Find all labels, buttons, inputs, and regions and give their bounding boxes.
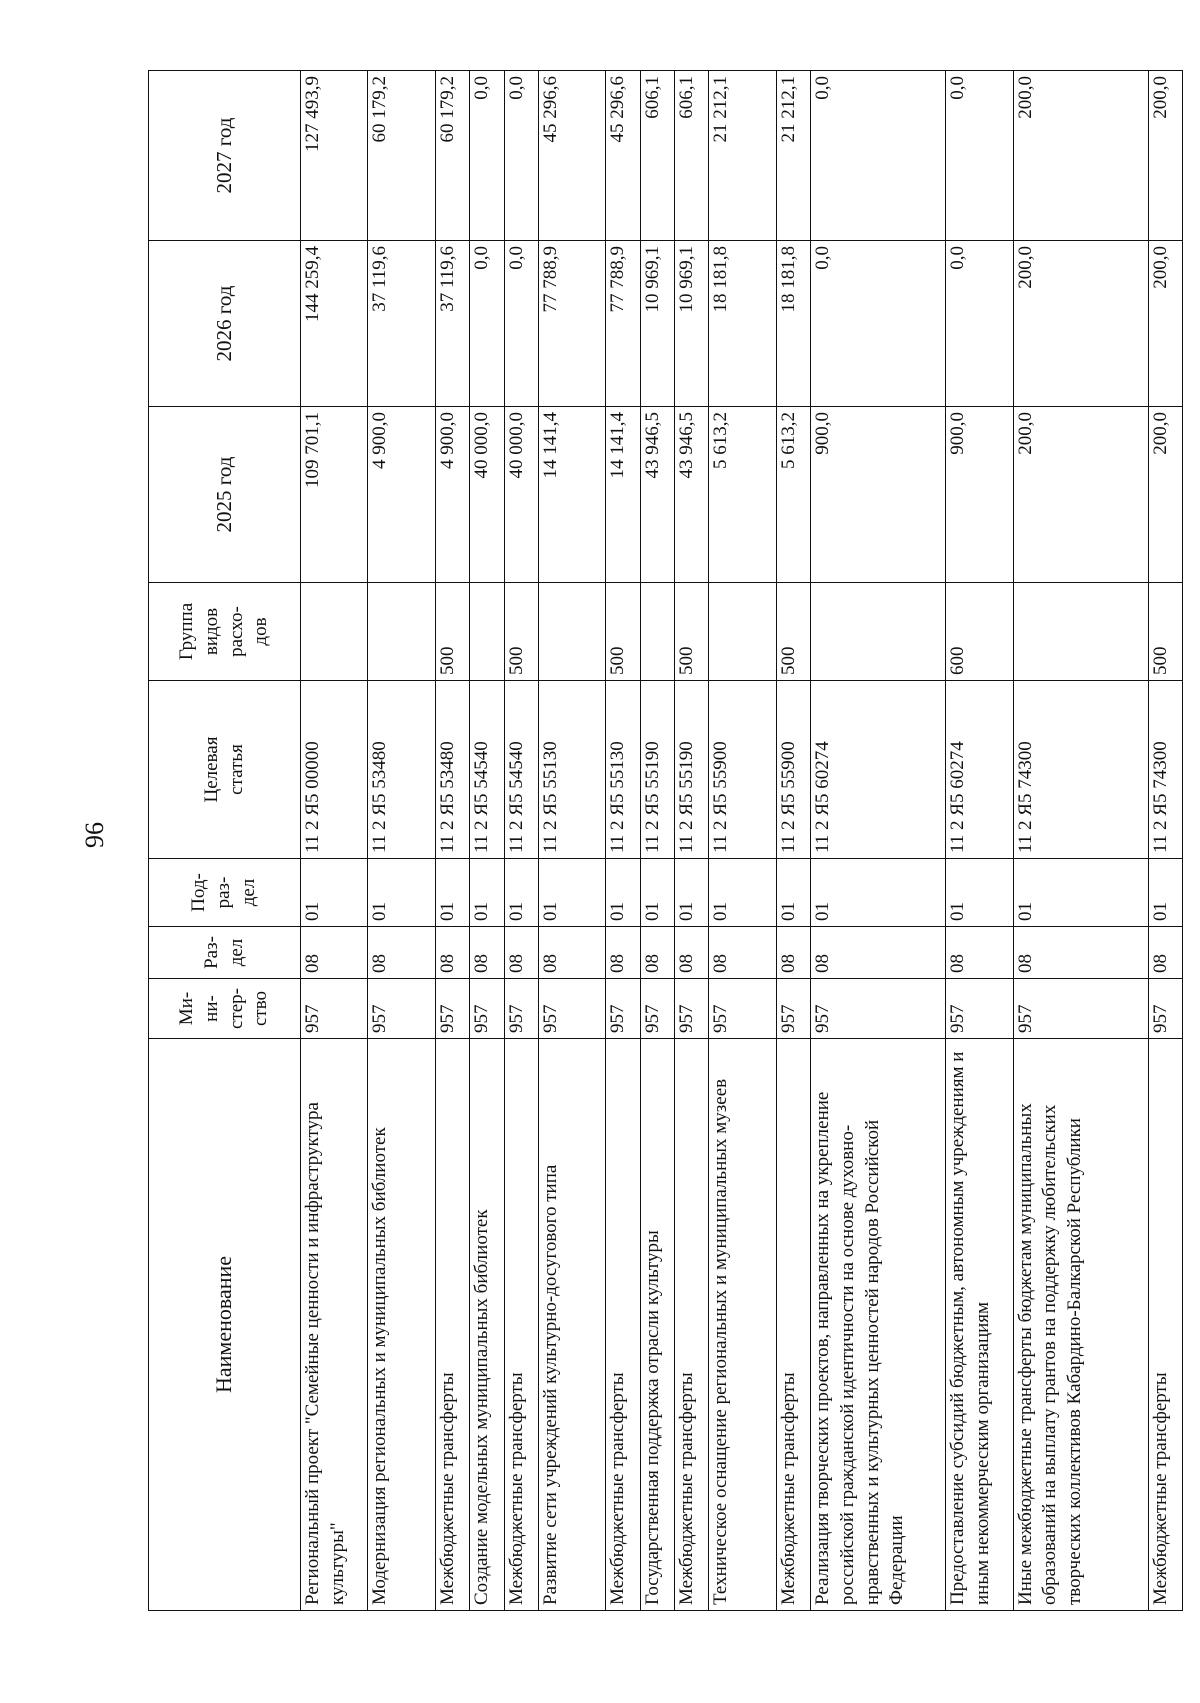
row-amount-2027: 606,1 <box>675 71 709 241</box>
row-subsection: 01 <box>675 859 709 927</box>
row-target-article: 11 2 Я5 74300 <box>1013 681 1148 859</box>
row-section: 08 <box>368 927 435 979</box>
row-ministry: 957 <box>640 979 674 1039</box>
row-amount-2027: 0,0 <box>946 71 1013 241</box>
row-section: 08 <box>811 927 946 979</box>
table-row <box>368 71 435 1611</box>
row-amount-2027: 60 179,2 <box>368 71 435 241</box>
row-target-article: 11 2 Я5 54540 <box>504 681 538 859</box>
row-amount-2026: 0,0 <box>504 241 538 407</box>
row-amount-2027: 127 493,9 <box>301 71 368 241</box>
row-subsection: 01 <box>606 859 640 927</box>
row-section: 08 <box>946 927 1013 979</box>
row-amount-2025: 43 946,5 <box>640 407 674 583</box>
row-expense-group <box>811 583 946 681</box>
row-amount-2026: 37 119,6 <box>368 241 435 407</box>
header-name: Наименование <box>149 1039 301 1611</box>
table-row <box>504 71 538 1611</box>
row-ministry: 957 <box>675 979 709 1039</box>
row-amount-2025: 43 946,5 <box>675 407 709 583</box>
table-row <box>1013 71 1148 1611</box>
page-number: 96 <box>80 822 109 848</box>
row-amount-2025: 5 613,2 <box>776 407 810 583</box>
row-name: Модернизация региональных и муниципальных библиотек <box>368 1039 435 1611</box>
row-amount-2025: 4 900,0 <box>435 407 469 583</box>
row-amount-2025: 900,0 <box>811 407 946 583</box>
row-section: 08 <box>675 927 709 979</box>
row-subsection: 01 <box>504 859 538 927</box>
table-row <box>470 71 504 1611</box>
table-row <box>1148 71 1182 1611</box>
row-subsection: 01 <box>301 859 368 927</box>
row-target-article: 11 2 Я5 53480 <box>368 681 435 859</box>
row-target-article: 11 2 Я5 60274 <box>946 681 1013 859</box>
row-ministry: 957 <box>538 979 605 1039</box>
table-row <box>640 71 674 1611</box>
row-amount-2025: 14 141,4 <box>538 407 605 583</box>
header-2027: 2027 год <box>149 71 301 241</box>
row-ministry: 957 <box>1148 979 1182 1039</box>
header-2025: 2025 год <box>149 407 301 583</box>
row-amount-2025: 40 000,0 <box>470 407 504 583</box>
header-ministry: Ми- ни- стер- ство <box>149 979 301 1039</box>
row-target-article: 11 2 Я5 55900 <box>709 681 776 859</box>
row-ministry: 957 <box>776 979 810 1039</box>
row-subsection: 01 <box>368 859 435 927</box>
table-row <box>538 71 605 1611</box>
row-expense-group: 500 <box>504 583 538 681</box>
row-name: Иные межбюджетные трансферты бюджетам муниципальных образований на выплату грантов на поддержку любительских творческих коллективов Кабардино-Балкарской Республики <box>1013 1039 1148 1611</box>
table-row <box>946 71 1013 1611</box>
row-subsection: 01 <box>538 859 605 927</box>
row-target-article: 11 2 Я5 54540 <box>470 681 504 859</box>
header-expense-group: Группа видов расхо- дов <box>149 583 301 681</box>
row-expense-group: 500 <box>1148 583 1182 681</box>
row-ministry: 957 <box>709 979 776 1039</box>
row-expense-group: 500 <box>435 583 469 681</box>
row-amount-2026: 144 259,4 <box>301 241 368 407</box>
table-row <box>606 71 640 1611</box>
row-expense-group: 600 <box>946 583 1013 681</box>
row-target-article: 11 2 Я5 74300 <box>1148 681 1182 859</box>
row-name: Межбюджетные трансферты <box>435 1039 469 1611</box>
row-name: Предоставление субсидий бюджетным, автономным учреждениям и иным некоммерческим организациям <box>946 1039 1013 1611</box>
row-subsection: 01 <box>470 859 504 927</box>
row-subsection: 01 <box>776 859 810 927</box>
row-amount-2027: 21 212,1 <box>709 71 776 241</box>
row-target-article: 11 2 Я5 55190 <box>640 681 674 859</box>
row-section: 08 <box>301 927 368 979</box>
row-name: Техническое оснащение региональных и муниципальных музеев <box>709 1039 776 1611</box>
row-section: 08 <box>435 927 469 979</box>
row-expense-group <box>1013 583 1148 681</box>
row-target-article: 11 2 Я5 55190 <box>675 681 709 859</box>
row-name: Межбюджетные трансферты <box>504 1039 538 1611</box>
row-ministry: 957 <box>1013 979 1148 1039</box>
row-amount-2025: 109 701,1 <box>301 407 368 583</box>
row-subsection: 01 <box>640 859 674 927</box>
row-expense-group <box>470 583 504 681</box>
row-amount-2027: 200,0 <box>1148 71 1182 241</box>
table-row <box>811 71 946 1611</box>
row-name: Межбюджетные трансферты <box>1148 1039 1182 1611</box>
row-amount-2026: 200,0 <box>1148 241 1182 407</box>
row-expense-group <box>640 583 674 681</box>
row-expense-group: 500 <box>606 583 640 681</box>
row-expense-group <box>301 583 368 681</box>
row-ministry: 957 <box>504 979 538 1039</box>
header-section: Раз- дел <box>149 927 301 979</box>
row-amount-2026: 37 119,6 <box>435 241 469 407</box>
row-section: 08 <box>470 927 504 979</box>
row-subsection: 01 <box>435 859 469 927</box>
row-amount-2026: 77 788,9 <box>606 241 640 407</box>
rotated-table-container <box>148 71 1183 1611</box>
row-name: Межбюджетные трансферты <box>675 1039 709 1611</box>
row-amount-2027: 45 296,6 <box>538 71 605 241</box>
table-header-row <box>149 71 301 1611</box>
row-section: 08 <box>538 927 605 979</box>
row-amount-2026: 10 969,1 <box>675 241 709 407</box>
row-amount-2025: 5 613,2 <box>709 407 776 583</box>
table-row <box>675 71 709 1611</box>
row-subsection: 01 <box>946 859 1013 927</box>
row-target-article: 11 2 Я5 55900 <box>776 681 810 859</box>
row-target-article: 11 2 Я5 00000 <box>301 681 368 859</box>
row-ministry: 957 <box>301 979 368 1039</box>
row-amount-2026: 18 181,8 <box>709 241 776 407</box>
row-amount-2025: 4 900,0 <box>368 407 435 583</box>
row-target-article: 11 2 Я5 55130 <box>606 681 640 859</box>
budget-table <box>148 70 1183 1611</box>
row-target-article: 11 2 Я5 55130 <box>538 681 605 859</box>
row-ministry: 957 <box>470 979 504 1039</box>
row-amount-2027: 60 179,2 <box>435 71 469 241</box>
row-subsection: 01 <box>1148 859 1182 927</box>
row-amount-2027: 21 212,1 <box>776 71 810 241</box>
row-amount-2026: 200,0 <box>1013 241 1148 407</box>
row-section: 08 <box>776 927 810 979</box>
row-amount-2025: 14 141,4 <box>606 407 640 583</box>
row-name: Региональный проект "Семейные ценности и инфраструктура культуры" <box>301 1039 368 1611</box>
row-ministry: 957 <box>368 979 435 1039</box>
row-expense-group <box>538 583 605 681</box>
row-ministry: 957 <box>606 979 640 1039</box>
row-target-article: 11 2 Я5 53480 <box>435 681 469 859</box>
row-expense-group: 500 <box>776 583 810 681</box>
row-amount-2026: 18 181,8 <box>776 241 810 407</box>
row-section: 08 <box>1013 927 1148 979</box>
row-amount-2025: 40 000,0 <box>504 407 538 583</box>
row-amount-2025: 200,0 <box>1148 407 1182 583</box>
row-section: 08 <box>640 927 674 979</box>
row-section: 08 <box>709 927 776 979</box>
row-amount-2025: 900,0 <box>946 407 1013 583</box>
row-section: 08 <box>606 927 640 979</box>
row-amount-2027: 0,0 <box>504 71 538 241</box>
row-section: 08 <box>504 927 538 979</box>
row-name: Развитие сети учреждений культурно-досугового типа <box>538 1039 605 1611</box>
row-amount-2026: 0,0 <box>946 241 1013 407</box>
row-target-article: 11 2 Я5 60274 <box>811 681 946 859</box>
header-2026: 2026 год <box>149 241 301 407</box>
row-name: Межбюджетные трансферты <box>606 1039 640 1611</box>
table-row <box>709 71 776 1611</box>
row-expense-group <box>368 583 435 681</box>
row-amount-2027: 200,0 <box>1013 71 1148 241</box>
table-row <box>301 71 368 1611</box>
row-amount-2026: 0,0 <box>470 241 504 407</box>
row-expense-group <box>709 583 776 681</box>
row-name: Реализация творческих проектов, направленных на укрепление российской гражданской идентичности на основе духовно-нравственных и культурных ценностей народов Российской Федерации <box>811 1039 946 1611</box>
row-name: Государственная поддержка отрасли культуры <box>640 1039 674 1611</box>
row-amount-2027: 0,0 <box>811 71 946 241</box>
row-amount-2026: 77 788,9 <box>538 241 605 407</box>
row-name: Создание модельных муниципальных библиотек <box>470 1039 504 1611</box>
row-amount-2026: 0,0 <box>811 241 946 407</box>
table-row <box>776 71 810 1611</box>
row-amount-2026: 10 969,1 <box>640 241 674 407</box>
row-subsection: 01 <box>1013 859 1148 927</box>
row-amount-2025: 200,0 <box>1013 407 1148 583</box>
row-ministry: 957 <box>811 979 946 1039</box>
row-subsection: 01 <box>709 859 776 927</box>
row-ministry: 957 <box>435 979 469 1039</box>
table-body <box>301 71 1183 1611</box>
header-target-article: Целевая статья <box>149 681 301 859</box>
row-subsection: 01 <box>811 859 946 927</box>
row-ministry: 957 <box>946 979 1013 1039</box>
row-expense-group: 500 <box>675 583 709 681</box>
row-section: 08 <box>1148 927 1182 979</box>
row-amount-2027: 0,0 <box>470 71 504 241</box>
header-subsection: Под- раз- дел <box>149 859 301 927</box>
row-amount-2027: 45 296,6 <box>606 71 640 241</box>
table-row <box>435 71 469 1611</box>
row-amount-2027: 606,1 <box>640 71 674 241</box>
row-name: Межбюджетные трансферты <box>776 1039 810 1611</box>
